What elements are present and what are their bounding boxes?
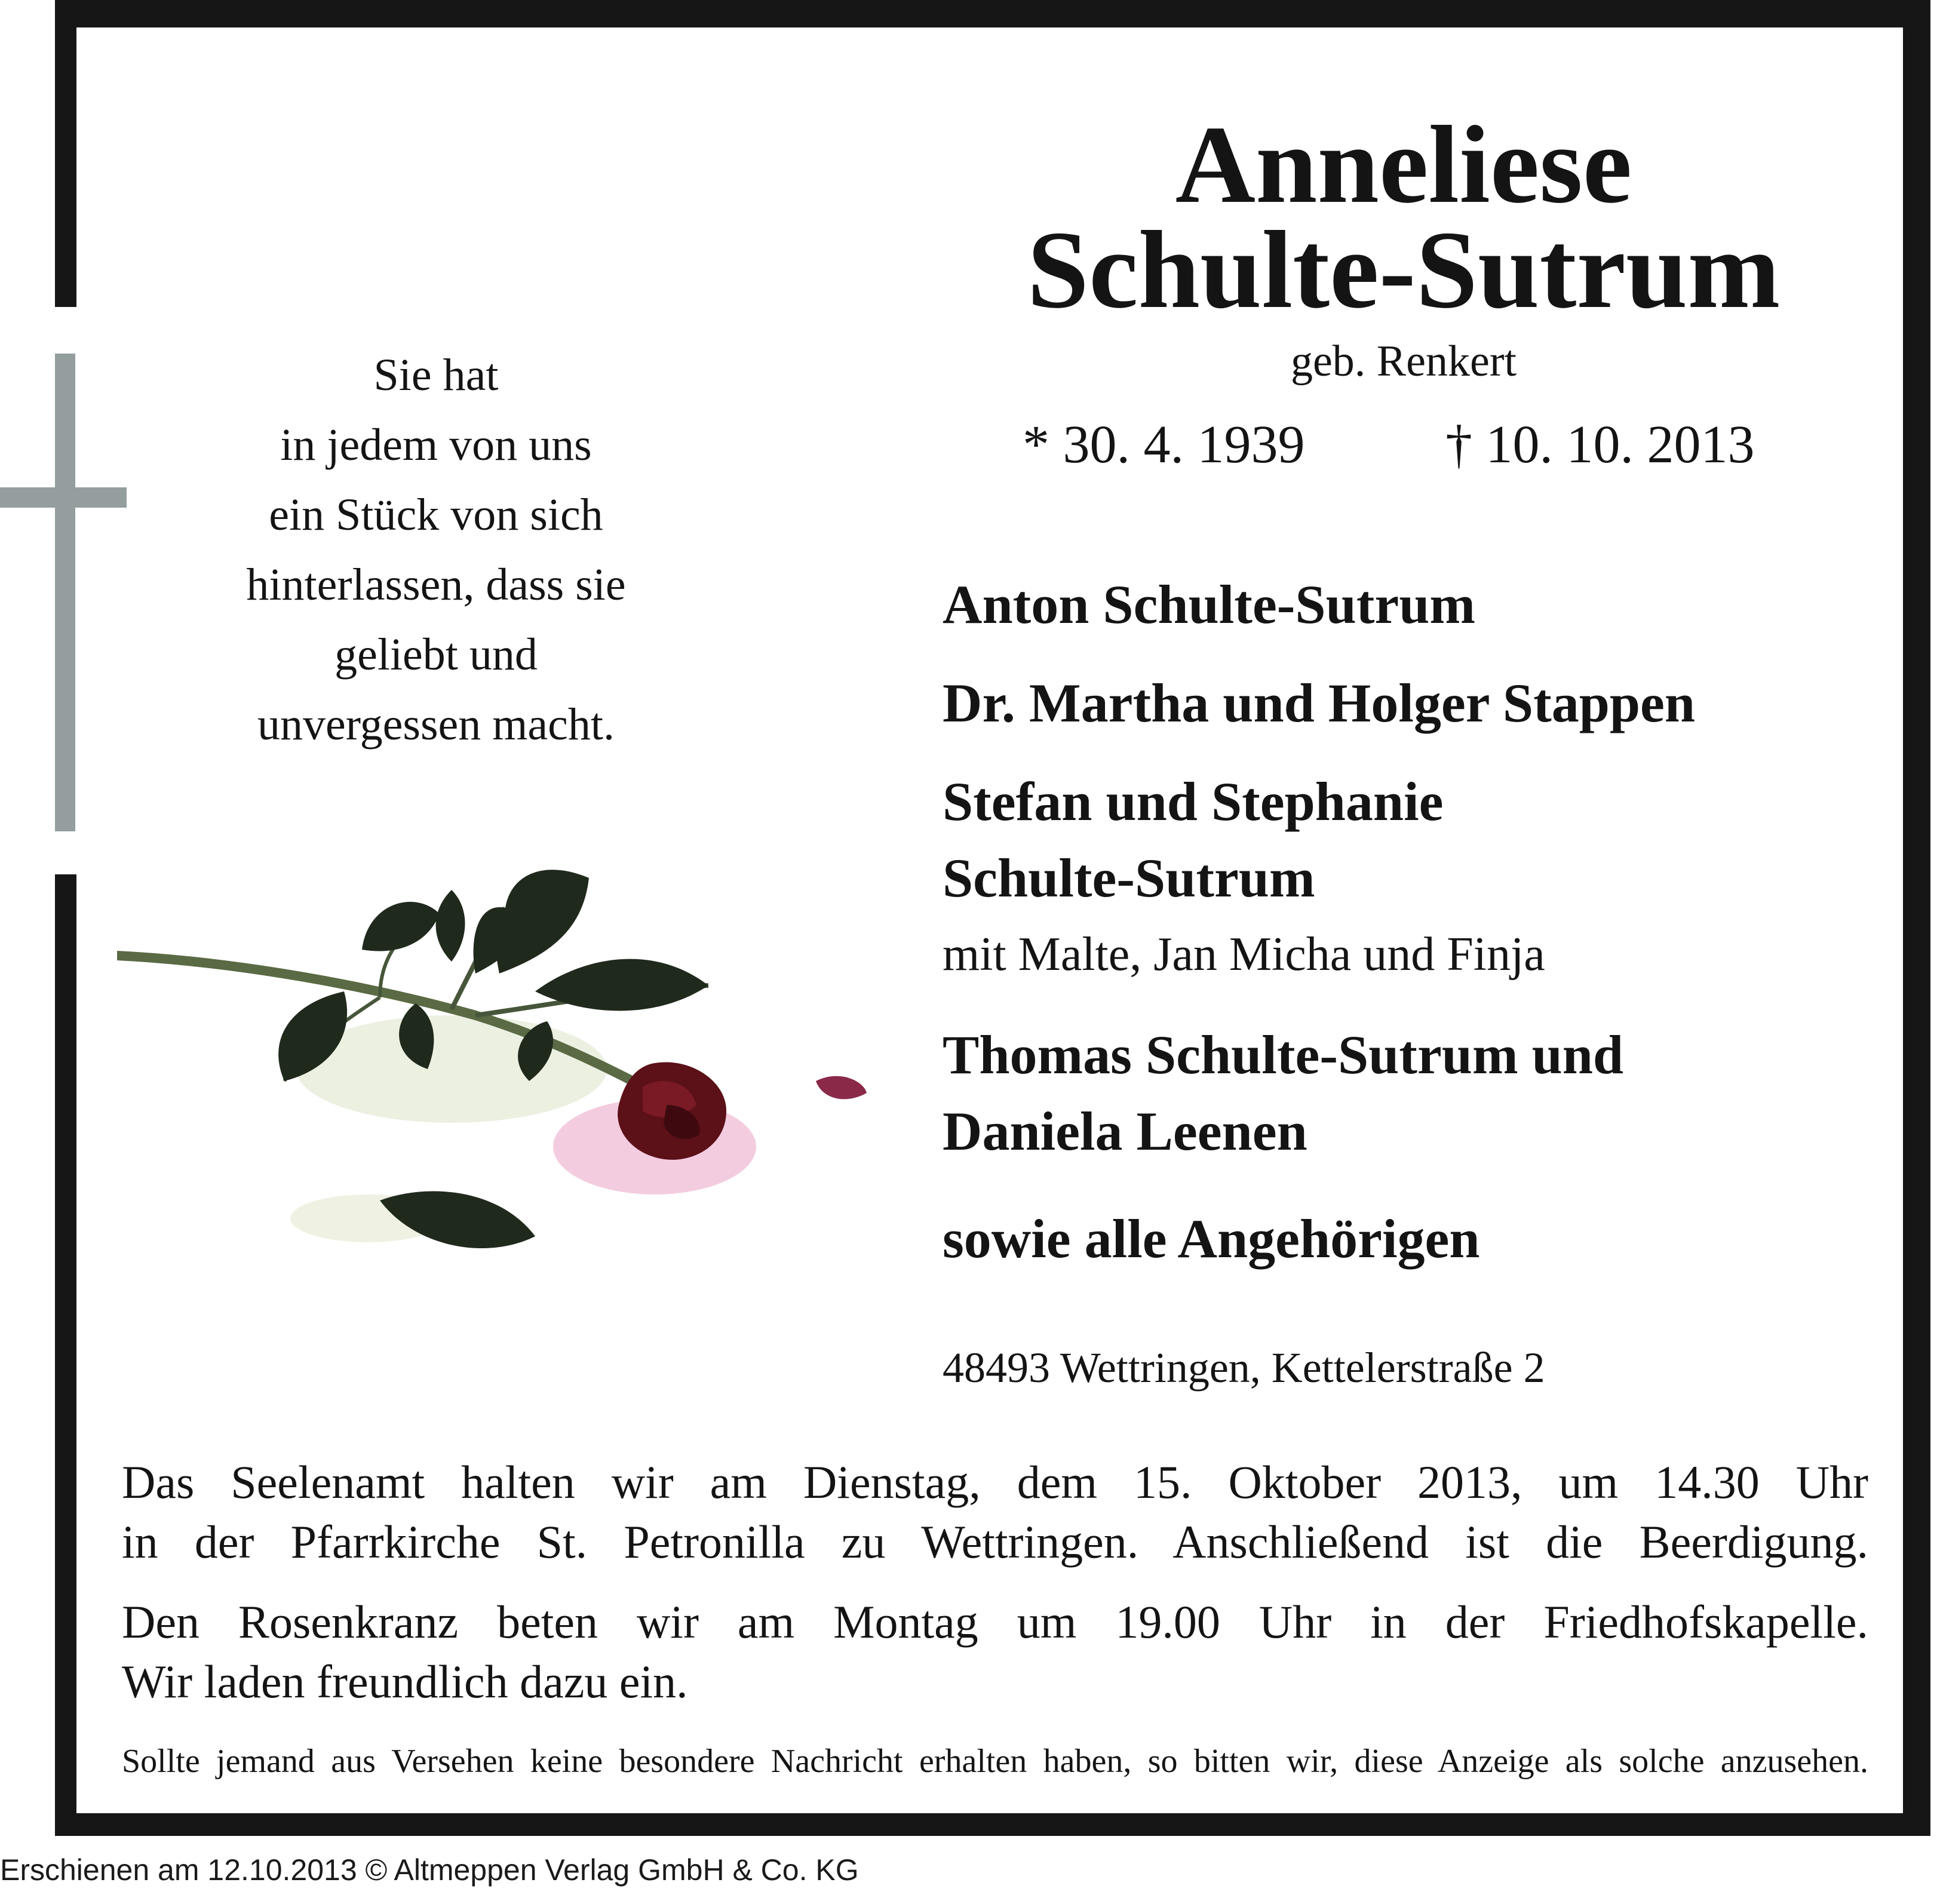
frame-top-border [55, 0, 1930, 27]
address: 48493 Wettringen, Kettelerstraße 2 [943, 1344, 1545, 1392]
frame-left-border-lower [55, 874, 76, 1836]
quote-line: geliebt und [334, 629, 538, 680]
deceased-last-name: Schulte-Sutrum [1027, 208, 1781, 331]
birth-name: geb. Renkert [1290, 337, 1517, 386]
rosary-line-2: Wir laden freundlich dazu ein. [122, 1656, 688, 1708]
quote-line: in jedem von uns [280, 420, 592, 470]
birth-date: * 30. 4. 1939 [1023, 415, 1305, 474]
quote-line: unvergessen macht. [257, 699, 615, 750]
quote-line: ein Stück von sich [269, 490, 603, 540]
mourner-others: sowie alle Angehörigen [943, 1208, 1480, 1269]
frame-right-border [1903, 0, 1930, 1836]
publication-footer: Erschienen am 12.10.2013 © Altmeppen Verlag GmbH & Co. KG [0, 1853, 859, 1887]
rosary-line-1: Den Rosenkranz beten wir am Montag um 19.00 Uhr in der Friedhofskapelle. [122, 1596, 1868, 1648]
cross-horizontal-bar [0, 487, 127, 508]
death-date: † 10. 10. 2013 [1445, 415, 1755, 474]
mourner-1: Anton Schulte-Sutrum [943, 574, 1476, 635]
service-line-1: Das Seelenamt halten wir am Dienstag, dem 15. Oktober 2013, um 14.30 Uhr [122, 1456, 1868, 1508]
quote-line: hinterlassen, dass sie [246, 560, 626, 610]
quote-line: Sie hat [373, 350, 499, 400]
cross-vertical-bar [55, 354, 75, 831]
mourner-3-line1: Stefan und Stephanie [943, 771, 1444, 832]
memorial-quote [179, 340, 693, 760]
mourner-4-line2: Daniela Leenen [943, 1101, 1307, 1162]
notice-text: Sollte jemand aus Versehen keine besondere Nachricht erhalten haben, so bitten wir, diese Anzeige als solche anzusehen. [122, 1743, 1868, 1780]
frame-left-border-upper [55, 0, 76, 307]
mourner-3-children: mit Malte, Jan Micha und Finja [943, 928, 1545, 981]
deceased-first-name: Anneliese [1175, 103, 1632, 226]
mourner-2: Dr. Martha und Holger Stappen [943, 672, 1696, 733]
rose-icon [117, 866, 882, 1284]
service-line-2: in der Pfarrkirche St. Petronilla zu Wettringen. Anschließend ist die Beerdigung. [122, 1516, 1868, 1568]
mourner-3-line2: Schulte-Sutrum [943, 847, 1315, 908]
mourner-4-line1: Thomas Schulte-Sutrum und [943, 1024, 1624, 1085]
frame-bottom-border [55, 1813, 1930, 1836]
